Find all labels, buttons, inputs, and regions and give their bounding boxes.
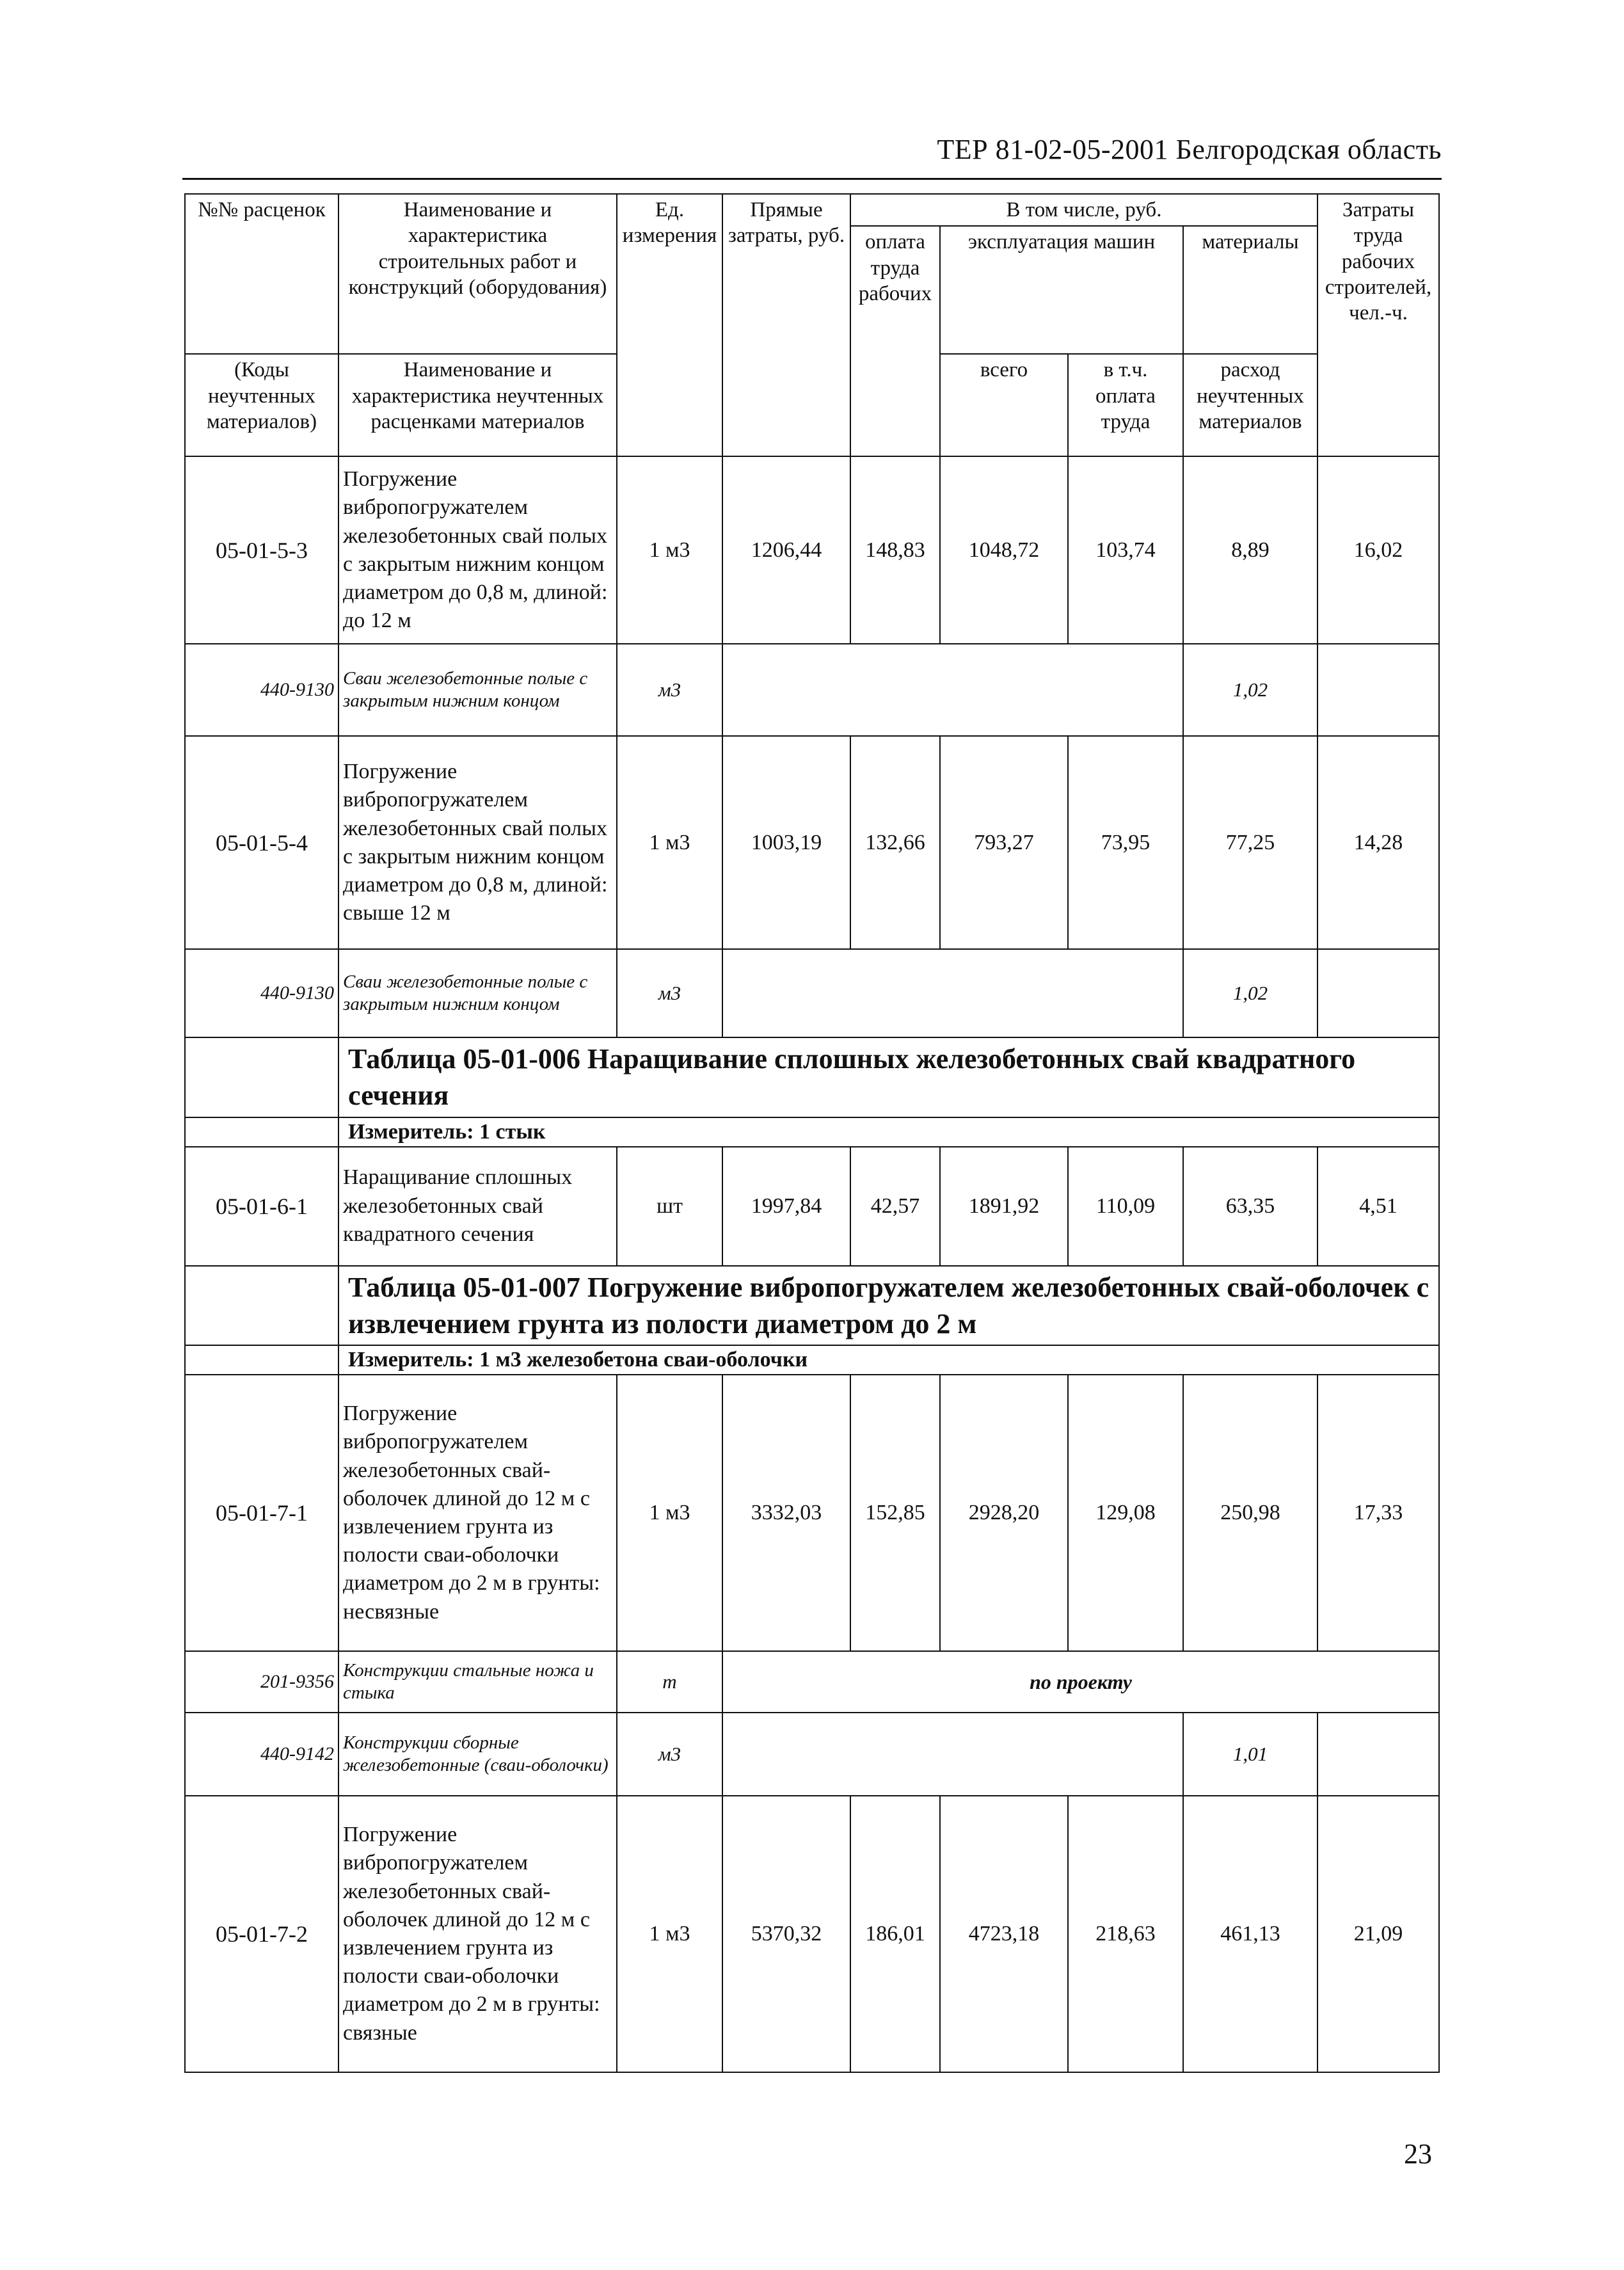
col-header-code-mat: (Коды неучтенных материалов): [185, 354, 338, 456]
rate-machine-labor: 218,63: [1068, 1796, 1183, 2072]
rate-workers: 21,09: [1318, 1796, 1439, 2072]
material-usage: 1,01: [1183, 1713, 1318, 1796]
section-title-row: [185, 1266, 1439, 1345]
col-header-mach-labor: в т.ч. оплата труда: [1068, 354, 1183, 456]
rate-materials: 63,35: [1183, 1147, 1318, 1266]
rate-workers: 4,51: [1318, 1147, 1439, 1266]
header-row: [185, 194, 1439, 226]
empty-cell: [1318, 644, 1439, 736]
rate-direct: 5370,32: [722, 1796, 850, 2072]
table-row: [185, 1147, 1439, 1266]
material-row: [185, 1713, 1439, 1796]
table-row: [185, 456, 1439, 644]
rate-description: Погружение вибропогружателем железобетонных свай полых с закрытым нижним концом диаметром до 0,8 м, длиной: свыше 12 м: [338, 736, 617, 949]
rate-materials: 77,25: [1183, 736, 1318, 949]
page-number: 23: [1404, 2138, 1432, 2170]
empty-cell: [1318, 949, 1439, 1037]
material-description: Конструкции стальные ножа и стыка: [338, 1651, 617, 1713]
col-header-direct: Прямые затраты, руб.: [722, 194, 850, 456]
section-measure: Измеритель: 1 стык: [338, 1117, 1439, 1147]
rate-direct: 3332,03: [722, 1375, 850, 1651]
rate-materials: 250,98: [1183, 1375, 1318, 1651]
section-title-row: [185, 1037, 1439, 1117]
rate-machine-labor: 103,74: [1068, 456, 1183, 644]
material-unit: т: [617, 1651, 722, 1713]
material-usage: по проекту: [722, 1651, 1439, 1713]
rate-labor: 152,85: [850, 1375, 940, 1651]
rate-machines: 4723,18: [940, 1796, 1068, 2072]
rate-code: 05-01-7-2: [185, 1796, 338, 2072]
empty-cell: [185, 1266, 338, 1345]
rate-description: Погружение вибропогружателем железобетонных свай-оболочек длиной до 12 м с извлечением грунта из полости сваи-оболочки диаметром до 2 м в грунты: несвязные: [338, 1375, 617, 1651]
rate-labor: 148,83: [850, 456, 940, 644]
empty-cell: [185, 1037, 338, 1117]
material-unit: м3: [617, 1713, 722, 1796]
rate-unit: 1 м3: [617, 1796, 722, 2072]
col-header-name: Наименование и характеристика строительных работ и конструкций (оборудования): [338, 194, 617, 354]
rate-machine-labor: 110,09: [1068, 1147, 1183, 1266]
material-unit: м3: [617, 644, 722, 736]
rate-machine-labor: 129,08: [1068, 1375, 1183, 1651]
col-header-unit: Ед. измерения: [617, 194, 722, 456]
col-header-code: №№ расценок: [185, 194, 338, 354]
empty-cell: [722, 949, 1183, 1037]
rate-description: Наращивание сплошных железобетонных свай квадратного сечения: [338, 1147, 617, 1266]
rate-unit: шт: [617, 1147, 722, 1266]
empty-cell: [722, 1713, 1183, 1796]
measure-row: [185, 1345, 1439, 1375]
rate-code: 05-01-6-1: [185, 1147, 338, 1266]
col-header-machines: эксплуатация машин: [940, 226, 1183, 354]
rate-code: 05-01-7-1: [185, 1375, 338, 1651]
rate-machines: 2928,20: [940, 1375, 1068, 1651]
rate-direct: 1206,44: [722, 456, 850, 644]
rate-materials: 8,89: [1183, 456, 1318, 644]
empty-cell: [1318, 1713, 1439, 1796]
rate-labor: 132,66: [850, 736, 940, 949]
table-row: [185, 1375, 1439, 1651]
rate-unit: 1 м3: [617, 1375, 722, 1651]
header-rule: [182, 178, 1442, 180]
col-header-mach-total: всего: [940, 354, 1068, 456]
rate-machine-labor: 73,95: [1068, 736, 1183, 949]
section-title: Таблица 05-01-006 Наращивание сплошных железобетонных свай квадратного сечения: [338, 1037, 1439, 1117]
rate-description: Погружение вибропогружателем железобетонных свай полых с закрытым нижним концом диаметром до 0,8 м, длиной: до 12 м: [338, 456, 617, 644]
col-header-labor: оплата труда рабочих: [850, 226, 940, 456]
rate-labor: 186,01: [850, 1796, 940, 2072]
material-row: [185, 644, 1439, 736]
rate-description: Погружение вибропогружателем железобетонных свай-оболочек длиной до 12 м с извлечением грунта из полости сваи-оболочки диаметром до 2 м в грунты: связные: [338, 1796, 617, 2072]
material-usage: 1,02: [1183, 949, 1318, 1037]
rate-machines: 793,27: [940, 736, 1068, 949]
rate-workers: 17,33: [1318, 1375, 1439, 1651]
rate-workers: 14,28: [1318, 736, 1439, 949]
material-row: [185, 949, 1439, 1037]
table-row: [185, 736, 1439, 949]
col-header-name-mat: Наименование и характеристика неучтенных расценками материалов: [338, 354, 617, 456]
rate-machines: 1048,72: [940, 456, 1068, 644]
rate-labor: 42,57: [850, 1147, 940, 1266]
rate-direct: 1997,84: [722, 1147, 850, 1266]
material-code: 440-9130: [185, 644, 338, 736]
material-code: 440-9142: [185, 1713, 338, 1796]
material-code: 440-9130: [185, 949, 338, 1037]
col-header-materials: материалы: [1183, 226, 1318, 354]
material-row: [185, 1651, 1439, 1713]
rate-code: 05-01-5-4: [185, 736, 338, 949]
col-header-workers: Затраты труда рабочих строителей, чел.-ч.: [1318, 194, 1439, 456]
rate-code: 05-01-5-3: [185, 456, 338, 644]
section-measure: Измеритель: 1 м3 железобетона сваи-оболочки: [338, 1345, 1439, 1375]
empty-cell: [722, 644, 1183, 736]
price-table: [184, 193, 1440, 2073]
rate-unit: 1 м3: [617, 456, 722, 644]
table-row: [185, 1796, 1439, 2072]
rate-unit: 1 м3: [617, 736, 722, 949]
material-unit: м3: [617, 949, 722, 1037]
rate-machines: 1891,92: [940, 1147, 1068, 1266]
col-header-incl: В том числе, руб.: [850, 194, 1318, 226]
material-usage: 1,02: [1183, 644, 1318, 736]
section-title: Таблица 05-01-007 Погружение вибропогружателем железобетонных свай-оболочек с извлечением грунта из полости диаметром до 2 м: [338, 1266, 1439, 1345]
empty-cell: [185, 1117, 338, 1147]
material-description: Сваи железобетонные полые с закрытым нижним концом: [338, 644, 617, 736]
material-description: Конструкции сборные железобетонные (сваи-оболочки): [338, 1713, 617, 1796]
rate-workers: 16,02: [1318, 456, 1439, 644]
measure-row: [185, 1117, 1439, 1147]
col-header-mat-usage: расход неучтенных материалов: [1183, 354, 1318, 456]
empty-cell: [185, 1345, 338, 1375]
material-code: 201-9356: [185, 1651, 338, 1713]
rate-direct: 1003,19: [722, 736, 850, 949]
document-header: ТЕР 81-02-05-2001 Белгородская область: [937, 134, 1442, 165]
material-description: Сваи железобетонные полые с закрытым нижним концом: [338, 949, 617, 1037]
rate-materials: 461,13: [1183, 1796, 1318, 2072]
